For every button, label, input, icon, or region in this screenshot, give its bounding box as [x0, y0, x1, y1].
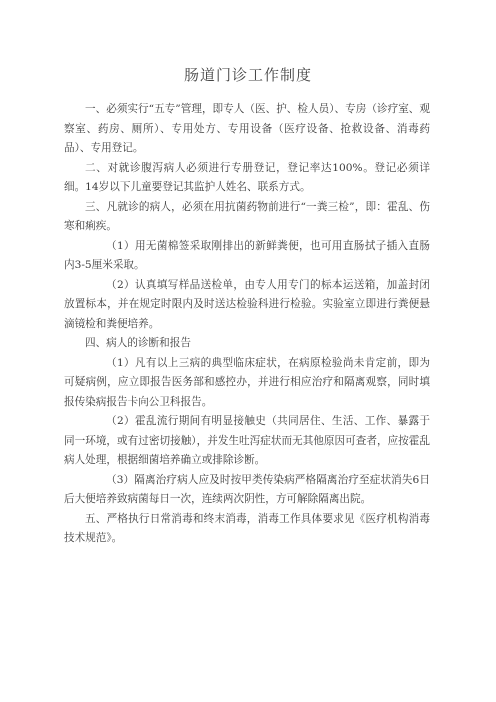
- paragraph-isolation: （3）隔离治疗病人应及时按甲类传染病严格隔离治疗至症状消失6日后大便培养致病菌每日一次，连续两次阴性，方可解除隔离出院。: [64, 473, 430, 505]
- paragraph-cholera-contact: （2）霍乱流行期间有明显接触史（共同居住、生活、工作、暴露于同一环境，或有过密切接触），并发生吐泻症状而无其他原因可查者，应按霍乱病人处理，根据细菌培养确立或排除诊断。: [64, 415, 430, 466]
- paragraph-registration: 二、对就诊腹泻病人必须进行专册登记，登记率达100%。登记必须详细。14岁以下儿童要登记其监护人姓名、联系方式。: [64, 161, 430, 193]
- paragraph-suspected-cases: （1）凡有以上三病的典型临床症状，在病原检验尚未肯定前，即为可疑病例，应立即报告医务部和感控办，并进行相应治疗和隔离观察，同时填报传染病报告卡向公卫科报告。: [64, 356, 430, 408]
- paragraph-stool-tests: 三、凡就诊的病人，必须在用抗菌药物前进行“一粪三检”，即：霍乱、伤寒和痢疾。: [64, 200, 430, 232]
- paragraph-sample-submission: （2）认真填写样品送检单，由专人用专门的标本运送箱，加盖封闭放置标本，并在规定时限内及时送达检验科进行检验。实验室立即进行粪便悬滴镜检和粪便培养。: [64, 278, 430, 330]
- paragraph-disinfection: 五、严格执行日常消毒和终末消毒，消毒工作具体要求见《医疗机构消毒技术规范》。: [64, 512, 430, 544]
- document-title: 肠道门诊工作制度: [183, 66, 312, 84]
- document-body: [64, 100, 430, 549]
- paragraph-sampling: （1）用无菌棉签采取刚排出的新鲜粪便，也可用直肠拭子插入直肠内3-5厘米采取。: [64, 239, 430, 271]
- paragraph-five-specials: 一、必须实行“五专”管理，即专人（医、护、检人员）、专房（诊疗室、观察室、药房、厕所）、专用处方、专用设备（医疗设备、抢救设备、消毒药品）、专用登记。: [64, 103, 430, 154]
- paragraph-diagnosis-heading: 四、病人的诊断和报告: [85, 337, 191, 349]
